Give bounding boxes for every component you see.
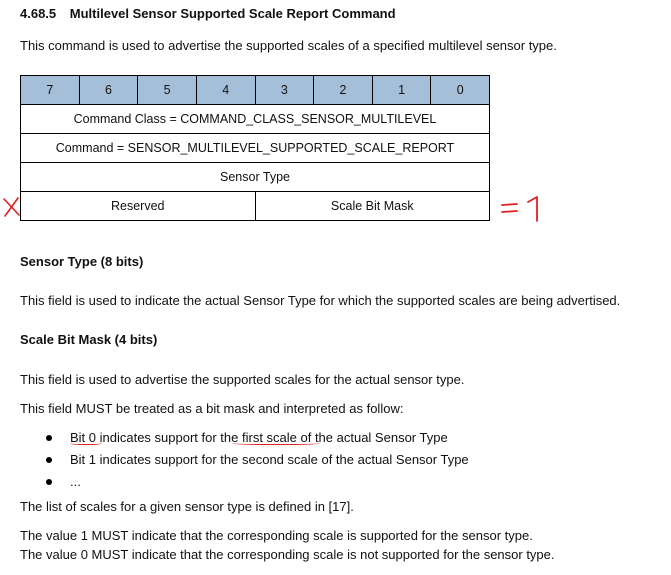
scale-bit-mask-text1: This field is used to advertise the supported scales for the actual sensor type. — [20, 372, 465, 387]
sensor-type-text: This field is used to indicate the actual Sensor Type for which the supported scales are being advertised. — [20, 293, 621, 308]
bit-6: 6 — [79, 76, 138, 105]
section-number: 4.68.5 — [20, 6, 57, 21]
underline-annotation — [70, 441, 102, 445]
table-row — [21, 105, 490, 134]
bit-5: 5 — [138, 76, 197, 105]
value-zero-text: The value 0 MUST indicate that the corresponding scale is not supported for the sensor type. — [20, 547, 555, 562]
command-cell: Command = SENSOR_MULTILEVEL_SUPPORTED_SCALE_REPORT — [21, 134, 490, 163]
bit-header-row — [21, 76, 490, 105]
list-item: Bit 1 indicates support for the second scale of the actual Sensor Type — [46, 450, 469, 472]
table-row — [21, 134, 490, 163]
reserved-cell: Reserved — [21, 192, 256, 221]
underline-annotation — [232, 441, 320, 445]
sensor-type-cell: Sensor Type — [21, 163, 490, 192]
equals-one-annotation — [500, 194, 546, 224]
list-item: ... — [46, 472, 469, 494]
bit-2: 2 — [314, 76, 373, 105]
scale-bit-mask-heading: Scale Bit Mask (4 bits) — [20, 332, 158, 347]
intro-text: This command is used to advertise the supported scales of a specified multilevel sensor type. — [20, 38, 557, 53]
section-heading — [20, 6, 396, 21]
table-row — [21, 192, 490, 221]
section-title: Multilevel Sensor Supported Scale Report Command — [69, 6, 396, 21]
scale-list-reference: The list of scales for a given sensor type is defined in [17]. — [20, 499, 354, 514]
list-item: Bit 0 indicates support for the first scale of the actual Sensor Type — [46, 428, 469, 450]
bit-1: 1 — [372, 76, 431, 105]
command-format-table — [20, 75, 490, 221]
bit-3: 3 — [255, 76, 314, 105]
bullet-icon — [46, 479, 52, 485]
value-one-text: The value 1 MUST indicate that the corresponding scale is supported for the sensor type. — [20, 528, 533, 543]
bit-mask-list — [46, 428, 469, 494]
scale-bit-mask-text2: This field MUST be treated as a bit mask and interpreted as follow: — [20, 401, 404, 416]
command-class-cell: Command Class = COMMAND_CLASS_SENSOR_MULTILEVEL — [21, 105, 490, 134]
bit-4: 4 — [196, 76, 255, 105]
bit-0: 0 — [431, 76, 490, 105]
bullet-icon — [46, 457, 52, 463]
cross-mark-icon — [2, 196, 22, 218]
scale-bit-mask-cell: Scale Bit Mask — [255, 192, 490, 221]
table-row — [21, 163, 490, 192]
bit-7: 7 — [21, 76, 80, 105]
sensor-type-heading: Sensor Type (8 bits) — [20, 254, 144, 269]
bullet-icon — [46, 435, 52, 441]
